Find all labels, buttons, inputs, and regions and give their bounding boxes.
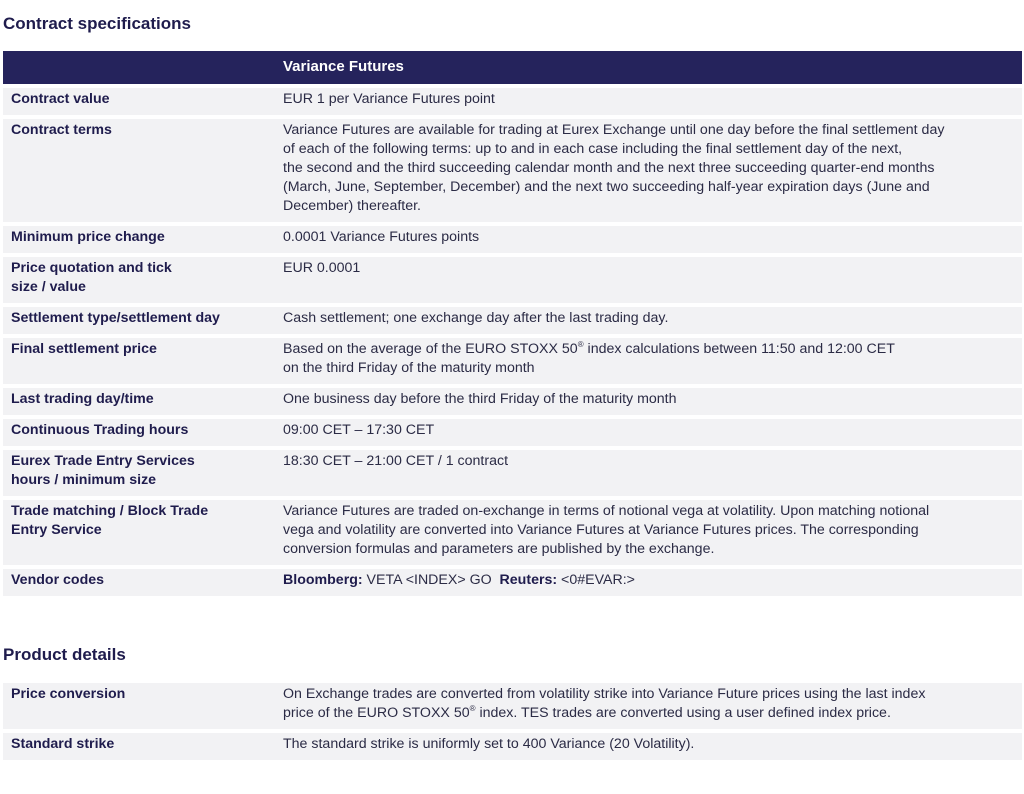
registered-mark: ® [577,340,584,349]
reuters-code: <0#EVAR:> [557,572,635,588]
bloomberg-label: Bloomberg: [283,572,363,588]
table-row [3,683,1022,729]
row-label: Settlement type/settlement day [3,307,275,334]
product-details-table [3,679,1022,764]
row-value: EUR 0.0001 [275,257,1022,303]
registered-mark: ® [469,704,476,713]
row-value: The standard strike is uniformly set to 400 Variance (20 Volatility). [275,733,1022,760]
table-row [3,419,1022,446]
table-row [3,88,1022,115]
table-header-row [3,51,1022,84]
row-value [275,500,1022,565]
row-label: Price quotation and tick size / value [3,257,275,303]
table-row [3,569,1022,596]
row-value: One business day before the third Friday of the maturity month [275,388,1022,415]
row-label: Price conversion [3,683,275,729]
table-row [3,119,1022,222]
table-row [3,500,1022,565]
text-line: Variance Futures are traded on-exchange in terms of notional vega at volatility. Upon matching notional [283,503,930,519]
header-product-name: Variance Futures [275,51,1022,84]
table-row [3,733,1022,760]
row-value: 09:00 CET – 17:30 CET [275,419,1022,446]
table-row [3,450,1022,496]
row-value: Based on the average of the EURO STOXX 50® index calculations between 11:50 and 12:00 CET on the third Friday of the maturity month [275,338,1022,384]
bloomberg-code: VETA <INDEX> GO [362,572,500,588]
reuters-label: Reuters: [499,572,558,588]
contract-specifications-table [3,47,1022,600]
row-value: On Exchange trades are converted from volatility strike into Variance Future prices using the last index price of the EURO STOXX 50® index. TES trades are converted using a user defined index price. [275,683,1022,729]
text-line: Variance Futures are available for trading at Eurex Exchange until one day before the final settlement day [283,122,945,138]
text-line: vega and volatility are converted into Variance Futures at Variance Futures prices. The corresponding [283,522,919,538]
row-value: EUR 1 per Variance Futures point [275,88,1022,115]
row-label: Contract value [3,88,275,115]
row-label: Eurex Trade Entry Services hours / minimum size [3,450,275,496]
table-row [3,226,1022,253]
row-value: Cash settlement; one exchange day after the last trading day. [275,307,1022,334]
text-line: (March, June, September, December) and the next two succeeding half-year expiration days (June and [283,179,930,195]
row-label: Trade matching / Block Trade Entry Service [3,500,275,565]
contract-specifications-title: Contract specifications [3,14,191,33]
table-row [3,388,1022,415]
text-line: the second and the third succeeding calendar month and the next three succeeding quarter-end months [283,160,935,176]
row-value [275,569,1022,596]
row-label: Minimum price change [3,226,275,253]
table-row [3,257,1022,303]
row-value: 0.0001 Variance Futures points [275,226,1022,253]
text-line: of each of the following terms: up to and in each case including the final settlement day of the next, [283,141,903,157]
row-label: Contract terms [3,119,275,222]
row-label: Vendor codes [3,569,275,596]
header-empty-cell [3,51,275,84]
row-label: Final settlement price [3,338,275,384]
row-value [275,119,1022,222]
table-row [3,338,1022,384]
row-value: 18:30 CET – 21:00 CET / 1 contract [275,450,1022,496]
row-label: Last trading day/time [3,388,275,415]
product-details-title: Product details [3,645,126,664]
text-line: conversion formulas and parameters are published by the exchange. [283,541,715,557]
row-label: Continuous Trading hours [3,419,275,446]
table-row [3,307,1022,334]
text-line: December) thereafter. [283,198,421,214]
row-label: Standard strike [3,733,275,760]
